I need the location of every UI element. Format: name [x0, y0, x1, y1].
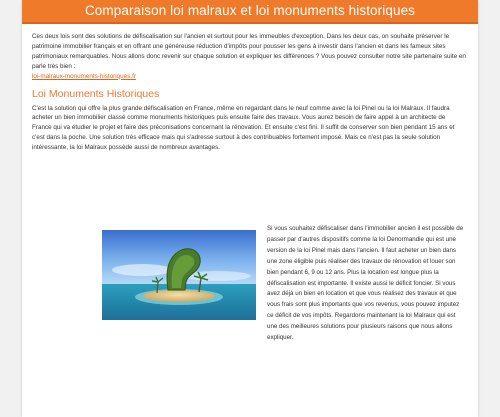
main-content — [32, 32, 466, 342]
intro-text: Ces deux lois sont des solutions de défiscalisation sur l'ancien et surtout pour les immeubles d'exception. Dans les deux cas, on souhaite préserver le patrimoine immobilier français et en offrant une généreuse réduction d'impôts pour pousser les gens à investir dans l'ancien et dans les fameux sites patrimoniaux remarquables. Nous allons donc revenir sur chaque solution et expliquer les différences ? Vous pouvez consulter notre site partenaire suite en parle très bien : — [32, 33, 466, 70]
question-mark-island-image — [102, 230, 256, 320]
section-paragraph-monuments-historiques: C'est la solution qui offre la plus grande défiscalisation en France, même en regardant dans le neuf comme avec la loi Pinel ou la loi Malraux. Il faudra acheter un bien immobilier classé comme monuments historiques puis ensuite faire des travaux. Vous aurez besoin de faire appel à un architecte de France qui va étudier le projet et faire des préconisations concernant la rénovation. Et ensuite c'est fini. Il suffit de conserver son bien pendant 15 ans et c'est dans la poche. Une solution très efficace mais qui s'adresse surtout à des contribuables fortement imposé. Mais ce n'est pas la seule solution intéressante, la loi Malraux possède aussi de nombreux avantages. — [32, 104, 455, 152]
section-heading-monuments-historiques: Loi Monuments Historiques — [32, 87, 160, 100]
side-text-column — [267, 224, 467, 344]
header-bar — [22, 0, 478, 24]
question-mark-island-icon — [102, 230, 256, 320]
side-paragraph: Si vous souhaitez défiscaliser dans l'immobilier ancien il est possible de passer par d'autres dispositifs comme la loi Denormandie qui est une version de la loi Pinel mais dans l'ancien. Il faut acheter un bien dans une zone éligible puis réaliser des travaux de rénovation et louer son bien pendant 6, 9 ou 12 ans. Plus la location est longue plus la défiscalisation est importante. Il existe aussi le déficit foncier. Si vous avez déjà un bien en location et que vous réalisez des travaux et que vous frais sont plus importants que vos revenus, vous pouvez imputez ce déficit de vos impôts. Regardons maintenant la loi Malraux qui est une des meilleures solutions pour plusieurs raisons que nous allons expliquer. — [267, 225, 464, 342]
page-title: Comparaison loi malraux et loi monuments historiques — [84, 3, 416, 18]
partner-site-link[interactable]: loi-malraux-monuments-historiques.fr — [32, 72, 136, 80]
page-container — [22, 0, 478, 417]
intro-paragraph — [32, 32, 466, 82]
